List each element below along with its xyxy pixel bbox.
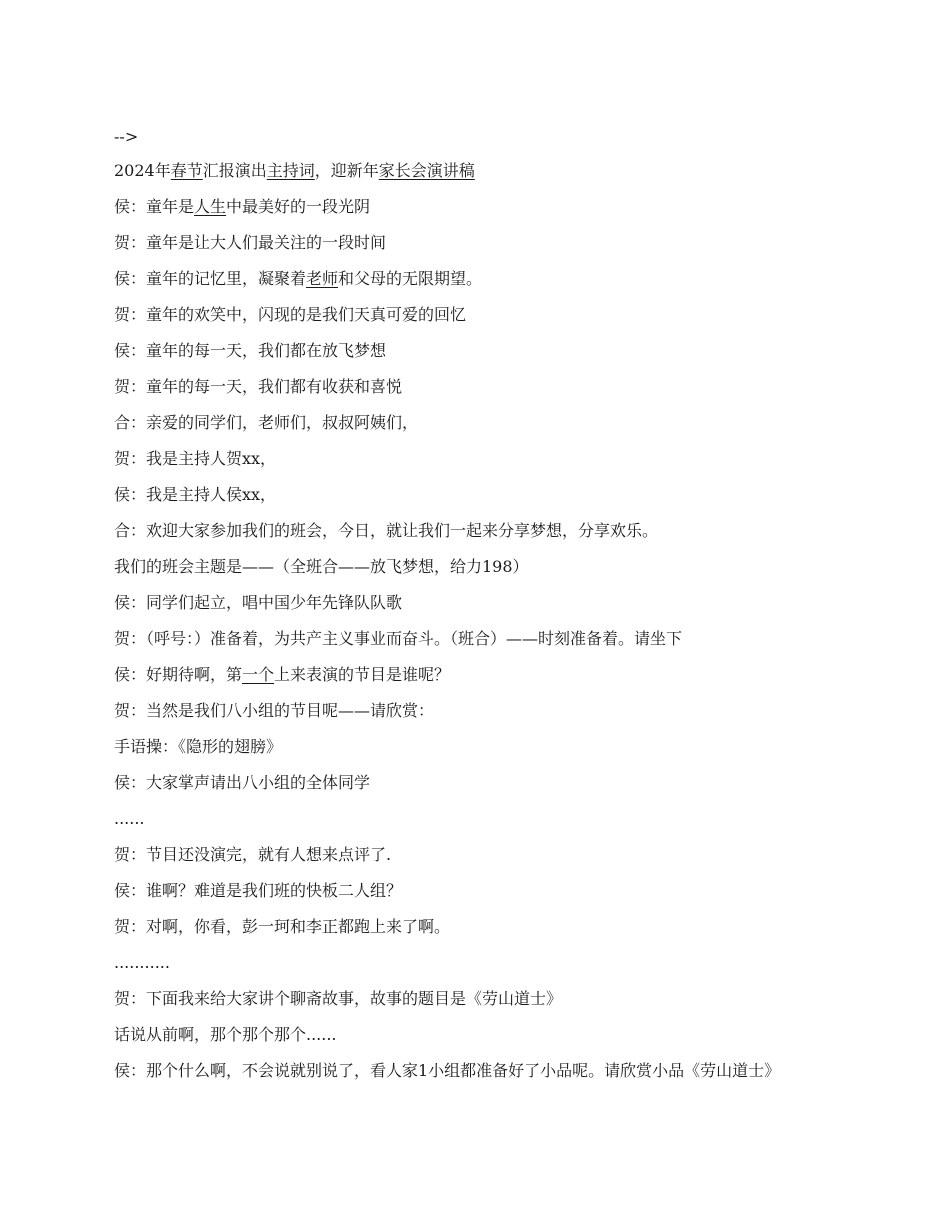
comment-marker: --> [114,127,139,146]
script-line: 贺：我是主持人贺xx， [114,449,277,468]
script-line: 贺：当然是我们八小组的节目呢——请欣赏： [114,701,435,720]
document-body [114,126,840,1096]
script-line: 贺：童年是让大人们最关注的一段时间 [114,233,387,252]
line-text: 侯：童年的记忆里，凝聚着 [114,269,307,288]
script-line: 侯：同学们起立，唱中国少年先锋队队歌 [114,593,403,612]
script-line [114,268,840,290]
link-spring-festival[interactable]: 春节 [170,161,203,180]
script-line: 合：欢迎大家参加我们的班会，今日，就让我们一起来分享梦想，分享欢乐。 [114,521,659,540]
line-text: 上来表演的节目是谁呢？ [274,665,451,684]
script-line: 侯：那个什么啊，不会说就别说了，看人家1小组都准备好了小品呢。请欣赏小品《劳山道士》 [114,1061,781,1080]
script-line: 贺：对啊，你看，彭一珂和李正都跑上来了啊。 [114,917,451,936]
ellipsis-line: ...... [114,809,145,828]
script-line: 侯：谁啊？难道是我们班的快板二人组？ [114,881,403,900]
document-title [114,160,840,182]
script-line: 侯：大家掌声请出八小组的全体同学 [114,773,371,792]
title-text: ，迎新年 [314,161,379,180]
script-line: 手语操：《隐形的翅膀》 [114,737,283,756]
script-line: 贺：节目还没演完，就有人想来点评了. [114,845,392,864]
script-line: 侯：童年的每一天，我们都在放飞梦想 [114,341,387,360]
line-text: 中最美好的一段光阴 [226,197,371,216]
ellipsis-line: ........... [114,953,170,972]
title-text: 汇报演出 [202,161,267,180]
script-line: 贺：童年的欢笑中，闪现的是我们天真可爱的回忆 [114,305,467,324]
link-first[interactable]: 一个 [242,665,275,684]
link-teacher[interactable]: 老师 [306,269,339,288]
script-line: 贺：下面我来给大家讲个聊斋故事，故事的题目是《劳山道士》 [114,989,563,1008]
script-line: 侯：我是主持人侯xx， [114,485,277,504]
script-line: 贺：（呼号：）准备着，为共产主义事业而奋斗。（班合）——时刻准备着。请坐下 [114,629,683,648]
script-line [114,664,840,686]
line-text: 侯：好期待啊，第 [114,665,243,684]
script-line: 话说从前啊，那个那个那个...... [114,1025,337,1044]
link-parent-meeting-speech[interactable]: 家长会演讲稿 [378,161,475,180]
line-text: 侯：童年是 [114,197,195,216]
title-text: 2024年 [114,161,171,180]
script-line [114,196,840,218]
line-text: 和父母的无限期望。 [338,269,483,288]
script-line: 贺：童年的每一天，我们都有收获和喜悦 [114,377,403,396]
script-line: 我们的班会主题是——（全班合——放飞梦想，给力198） [114,557,529,576]
link-host-script[interactable]: 主持词 [266,161,315,180]
link-life[interactable]: 人生 [194,197,227,216]
script-line: 合：亲爱的同学们，老师们，叔叔阿姨们， [114,413,419,432]
